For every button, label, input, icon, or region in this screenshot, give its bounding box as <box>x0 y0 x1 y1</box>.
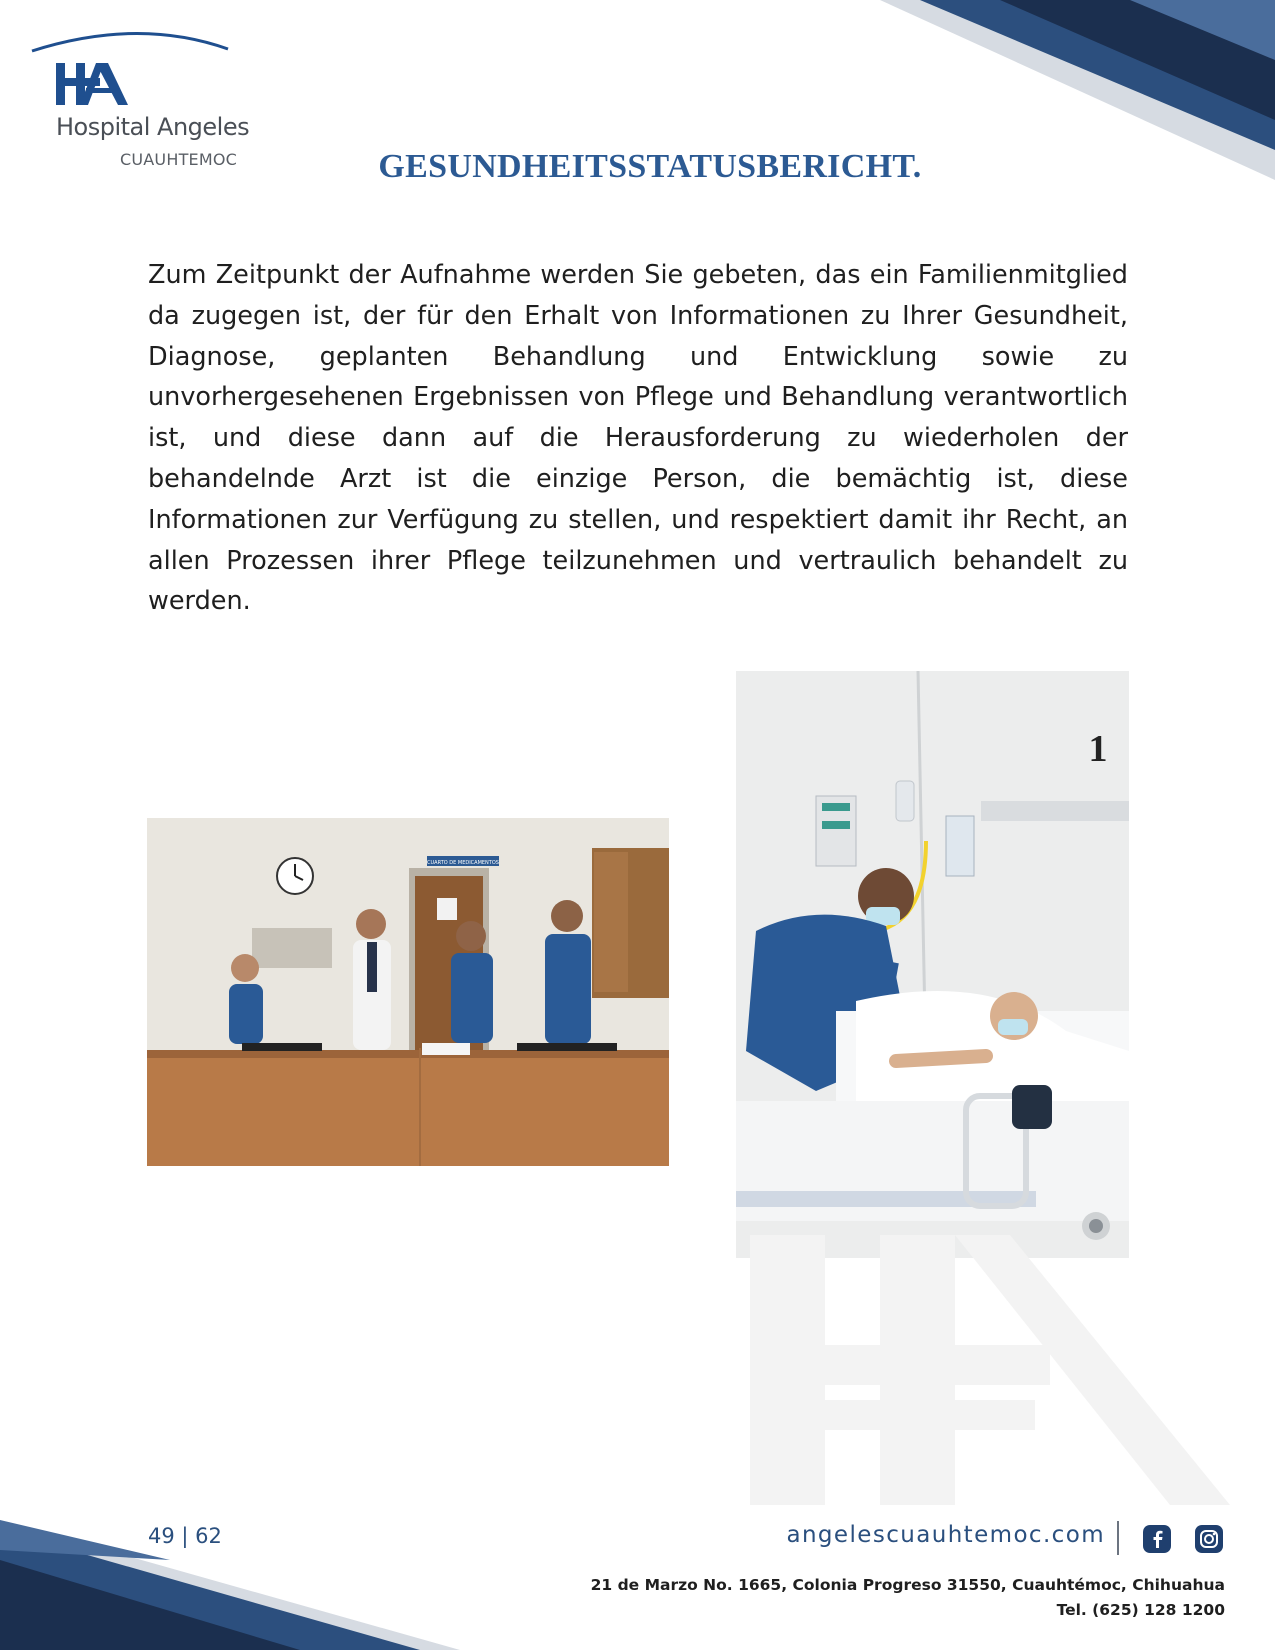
logo-name: Hospital Angeles <box>56 113 250 141</box>
body-paragraph: Zum Zeitpunkt der Aufnahme werden Sie gebeten, das ein Familienmitglied da zugegen ist, der für den Erhalt von Informationen zu Ihrer Gesundheit, Diagnose, geplanten Behandlung und Entwicklung sowie zu unvorhergesehenen Ergebnissen von Pflege und Behandlung verantwortlich ist, und diese dann auf die Herausforderung zu wiederholen der behandelnde Arzt ist die einzige Person, die bemächtig ist, diese Informationen zur Verfügung zu stellen, und respektiert damit ihr Recht, an allen Prozessen ihrer Pflege teilzunehmen und vertraulich behandelt zu werden. <box>148 260 1128 617</box>
sign-text: CUARTO DE MEDICAMENTOS <box>427 860 499 866</box>
website-link[interactable]: angelescuauhtemoc.com <box>786 1522 1105 1548</box>
phone-text: Tel. (625) 128 1200 <box>1056 1601 1225 1619</box>
instagram-icon[interactable] <box>1194 1524 1224 1554</box>
facebook-icon[interactable] <box>1142 1524 1172 1554</box>
page-title: GESUNDHEITSSTATUSBERICHT. <box>378 148 922 185</box>
logo-location: CUAUHTEMOC <box>120 150 238 169</box>
watermark-logo <box>750 1235 1230 1505</box>
address-text: 21 de Marzo No. 1665, Colonia Progreso 31550, Cuauhtémoc, Chihuahua <box>590 1576 1225 1594</box>
page-number: 49 | 62 <box>148 1524 222 1548</box>
hospital-logo <box>28 25 268 175</box>
footer-divider <box>1117 1521 1119 1555</box>
patient-care-photo <box>736 671 1129 1258</box>
staff-photo <box>147 818 669 1166</box>
corner-decoration-bottom <box>0 1520 460 1650</box>
room-number: 1 <box>1088 728 1108 770</box>
ha-logo-icon <box>56 61 136 107</box>
